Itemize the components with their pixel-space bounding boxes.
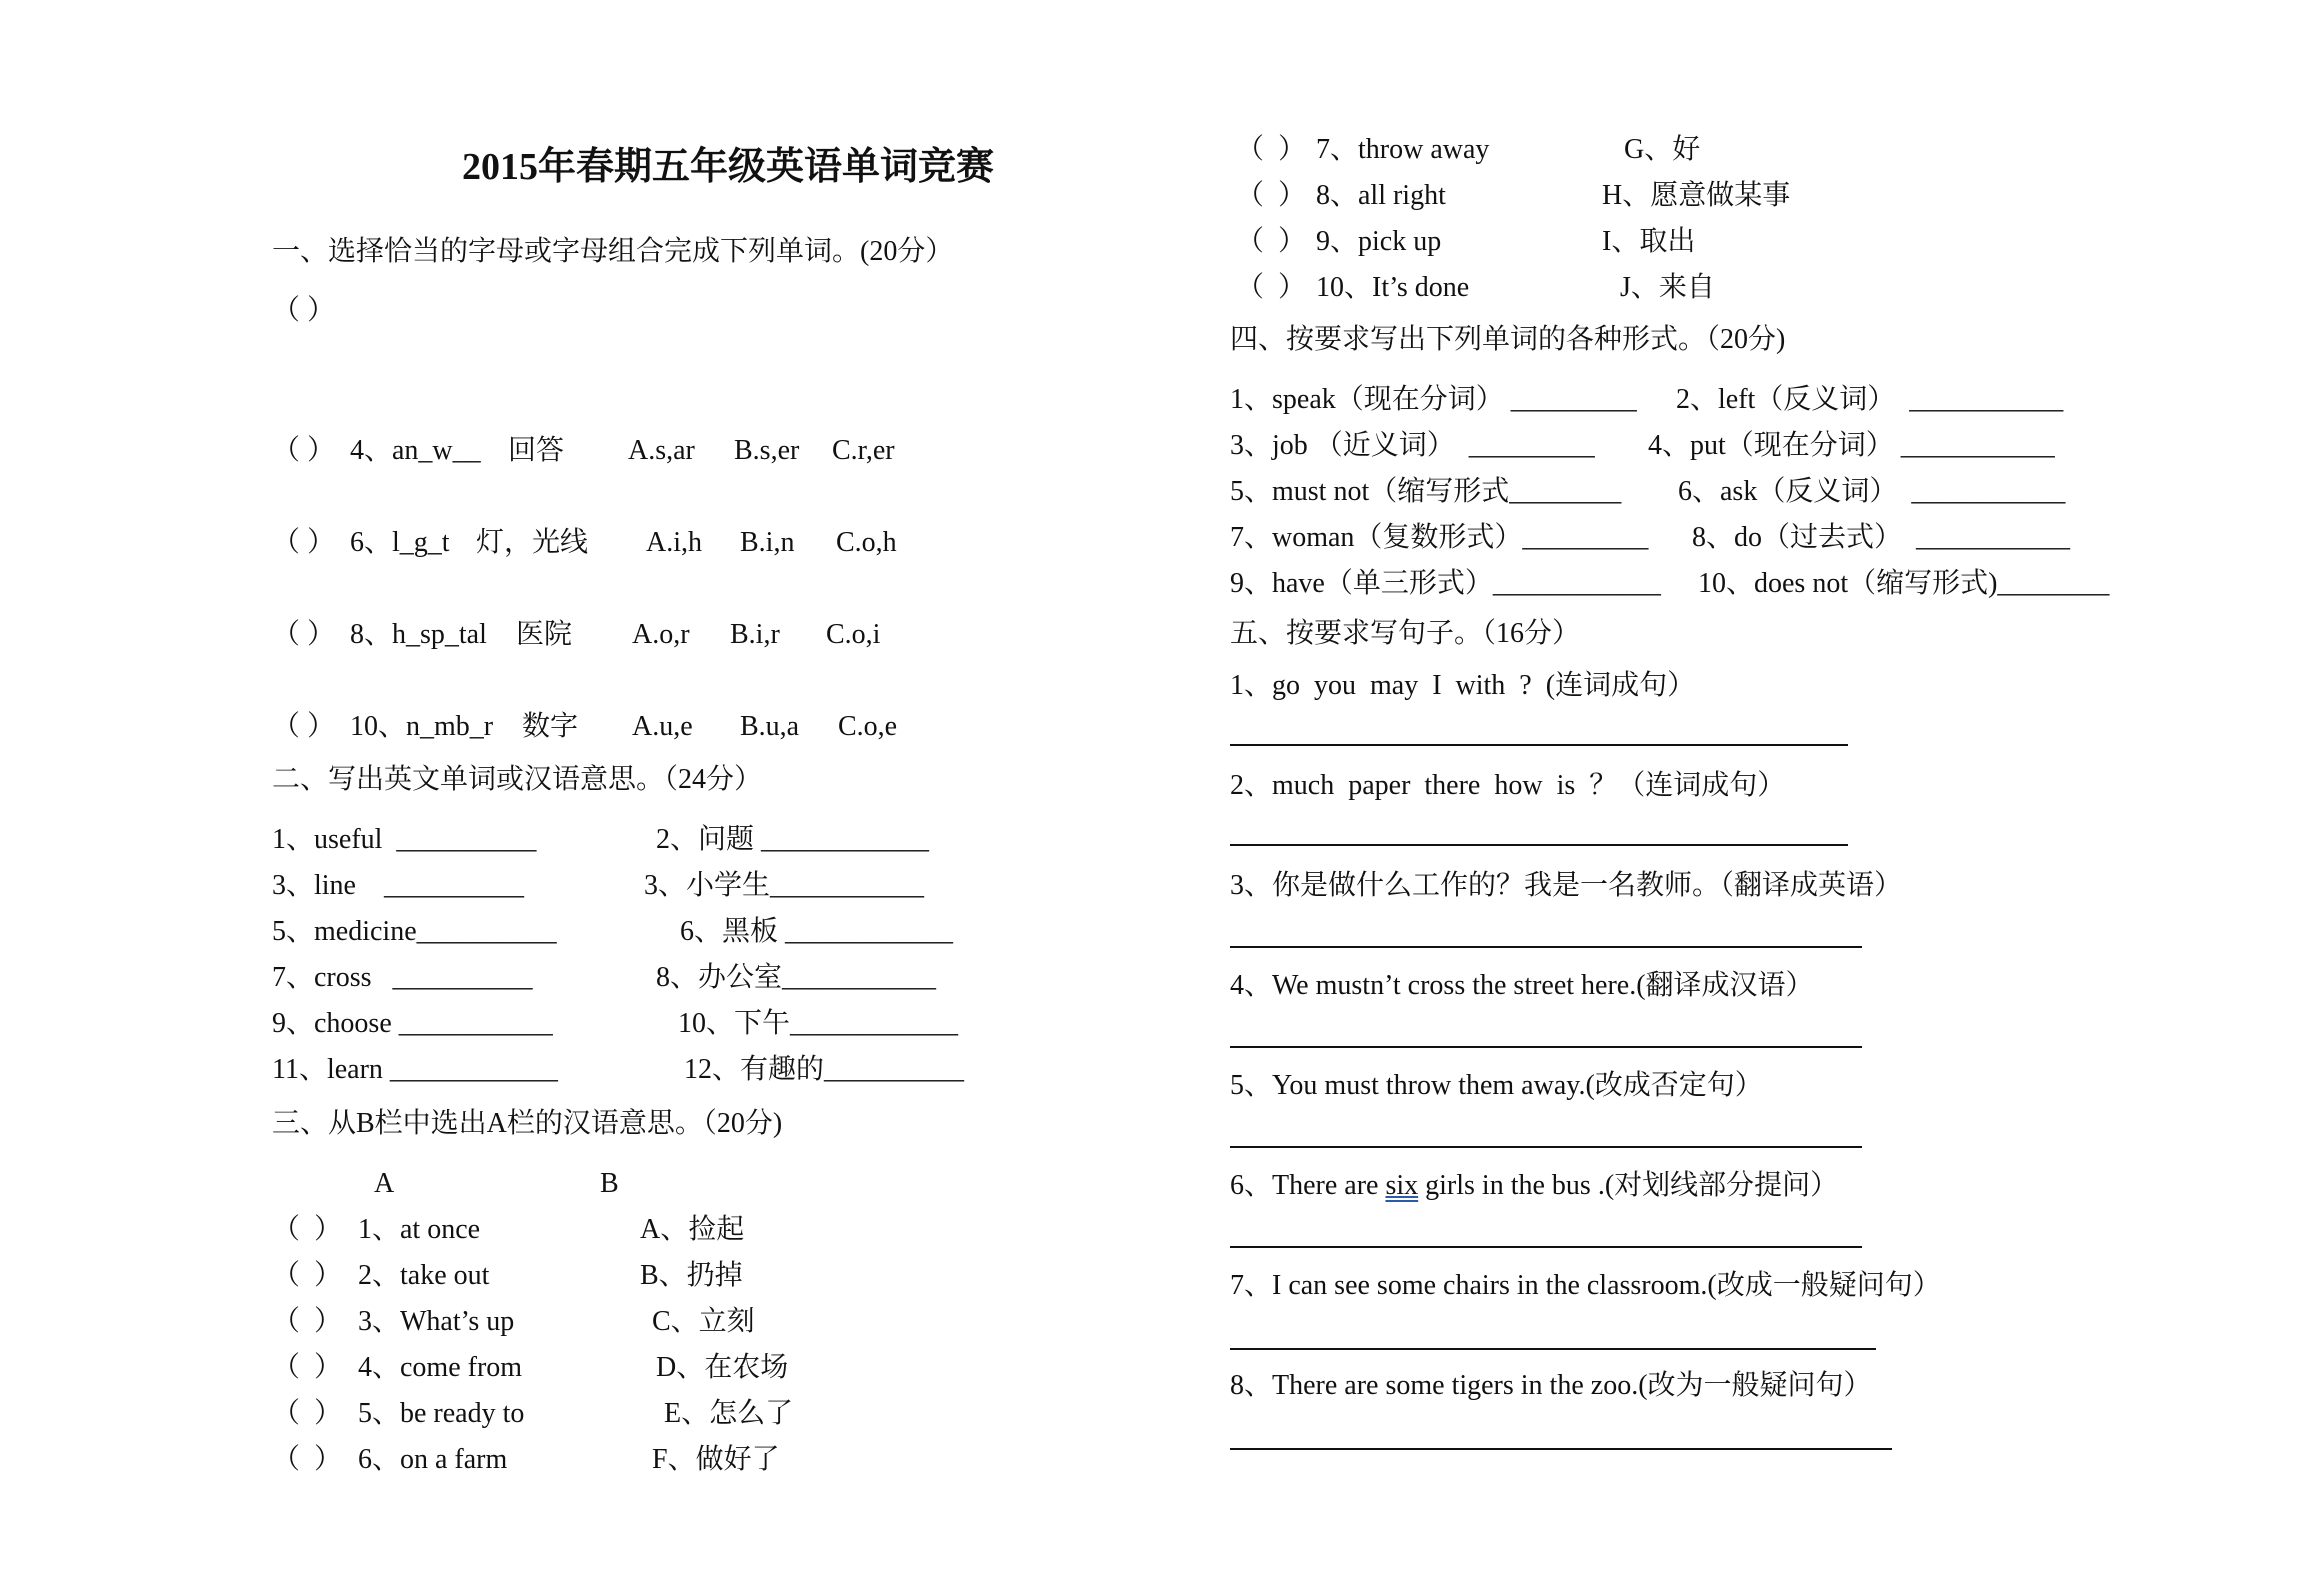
- question-word: 6、l_g_t: [350, 527, 450, 558]
- option-a: A.i,h: [646, 527, 702, 558]
- answer-paren[interactable]: （ ）: [272, 1214, 343, 1245]
- match-meaning: I、取出: [1602, 226, 1696, 257]
- question-meaning: 回答: [508, 435, 565, 466]
- option-b: B.i,r: [730, 619, 780, 650]
- option-a: A.u,e: [632, 711, 693, 742]
- option-b: B.i,n: [740, 527, 795, 558]
- match-phrase: 10、It’s done: [1316, 272, 1470, 303]
- match-phrase: 9、pick up: [1316, 226, 1442, 257]
- sentence-prompt: [1230, 772, 1785, 800]
- sentence-text: 4、We mustn’t cross the street here.(翻译成汉语）: [1230, 970, 1814, 1001]
- vocab-left[interactable]: 5、medicine__________: [272, 916, 557, 947]
- sentence-prompt: [1230, 1172, 1838, 1200]
- option-a: A.o,r: [632, 619, 690, 650]
- match-phrase: 8、all right: [1316, 180, 1446, 211]
- answer-paren[interactable]: （ ）: [272, 711, 336, 742]
- answer-line[interactable]: [1230, 744, 1848, 746]
- page-title: 2015年春期五年级英语单词竞赛: [462, 146, 995, 188]
- question-word: 4、an_w__: [350, 435, 481, 466]
- match-phrase: 2、take out: [358, 1260, 490, 1291]
- match-meaning: D、在农场: [656, 1352, 789, 1383]
- option-c: C.o,e: [838, 711, 898, 742]
- answer-line[interactable]: [1230, 844, 1848, 846]
- answer-line[interactable]: [1230, 1146, 1862, 1148]
- vocab-right[interactable]: 10、下午____________: [678, 1008, 959, 1039]
- option-c: C.o,h: [836, 527, 897, 558]
- answer-paren[interactable]: （ ）: [272, 435, 336, 466]
- answer-paren[interactable]: （ ）: [1236, 226, 1307, 257]
- match-meaning: J、来自: [1620, 272, 1715, 303]
- section1-first-paren: （ ）: [272, 295, 336, 326]
- answer-line[interactable]: [1230, 1348, 1876, 1350]
- answer-paren[interactable]: （ ）: [1236, 180, 1307, 211]
- answer-line[interactable]: [1230, 1246, 1862, 1248]
- match-meaning: H、愿意做某事: [1602, 180, 1791, 211]
- answer-paren[interactable]: （ ）: [272, 1398, 343, 1429]
- answer-paren[interactable]: （ ）: [1236, 134, 1307, 165]
- vocab-right[interactable]: 12、有趣的__________: [684, 1054, 965, 1085]
- sentence-prompt: [1230, 1372, 1872, 1400]
- match-phrase: 1、at once: [358, 1214, 481, 1245]
- section4-heading: 四、按要求写出下列单词的各种形式。（20分): [1230, 324, 1786, 355]
- form-left[interactable]: 5、must not（缩写形式________: [1230, 476, 1622, 507]
- answer-paren[interactable]: （ ）: [272, 1260, 343, 1291]
- vocab-right[interactable]: 8、办公室___________: [656, 962, 937, 993]
- vocab-left[interactable]: 11、learn ____________: [272, 1054, 558, 1085]
- question-word: 10、n_mb_r: [350, 711, 494, 742]
- question-word: 8、h_sp_tal: [350, 619, 487, 650]
- form-left[interactable]: 1、speak（现在分词） _________: [1230, 384, 1637, 415]
- form-right[interactable]: 4、put（现在分词） ___________: [1648, 430, 2055, 461]
- answer-paren[interactable]: （ ）: [272, 1352, 343, 1383]
- match-phrase: 3、What’s up: [358, 1306, 515, 1337]
- form-left[interactable]: 9、have（单三形式）____________: [1230, 568, 1661, 599]
- option-b: B.u,a: [740, 711, 800, 742]
- answer-paren[interactable]: （ ）: [272, 619, 336, 650]
- form-left[interactable]: 7、woman（复数形式）_________: [1230, 522, 1649, 553]
- answer-paren[interactable]: （ ）: [272, 1444, 343, 1475]
- option-b: B.s,er: [734, 435, 800, 466]
- vocab-right[interactable]: 6、黑板 ____________: [680, 916, 954, 947]
- option-c: C.r,er: [832, 435, 895, 466]
- sentence-text: 2、much paper there how is ？（连词成句）: [1230, 770, 1786, 801]
- vocab-left[interactable]: 9、choose ___________: [272, 1008, 553, 1039]
- match-phrase: 6、on a farm: [358, 1444, 508, 1475]
- match-meaning: A、捡起: [640, 1214, 745, 1245]
- sentence-text: 6、There are: [1230, 1170, 1386, 1201]
- vocab-right[interactable]: 3、小学生___________: [644, 870, 925, 901]
- sentence-prompt: [1230, 972, 1814, 1000]
- question-meaning: 数字: [522, 711, 579, 742]
- answer-paren[interactable]: （ ）: [272, 1306, 343, 1337]
- sentence-text: 3、你是做什么工作的？我是一名教师。（翻译成英语）: [1230, 870, 1903, 901]
- answer-line[interactable]: [1230, 1046, 1862, 1048]
- vocab-left[interactable]: 7、cross __________: [272, 962, 533, 993]
- option-c: C.o,i: [826, 619, 881, 650]
- sentence-text: 5、You must throw them away.(改成否定句）: [1230, 1070, 1763, 1101]
- vocab-left[interactable]: 1、useful __________: [272, 824, 537, 855]
- answer-line[interactable]: [1230, 1448, 1892, 1450]
- match-phrase: 4、come from: [358, 1352, 523, 1383]
- column-b-label: B: [600, 1168, 619, 1199]
- match-phrase: 7、throw away: [1316, 134, 1490, 165]
- answer-paren[interactable]: （ ）: [1236, 272, 1307, 303]
- section5-heading: 五、按要求写句子。（16分）: [1230, 618, 1581, 649]
- section2-heading: 二、写出英文单词或汉语意思。（24分）: [272, 764, 763, 795]
- sentence-prompt: [1230, 672, 1695, 700]
- sentence-text: 7、I can see some chairs in the classroom.(改成一般疑问句）: [1230, 1270, 1941, 1301]
- form-left[interactable]: 3、job （近义词） _________: [1230, 430, 1595, 461]
- match-meaning: E、怎么了: [664, 1398, 794, 1429]
- form-right[interactable]: 10、does not（缩写形式)________: [1698, 568, 2110, 599]
- form-right[interactable]: 6、ask（反义词） ___________: [1678, 476, 2066, 507]
- sentence-prompt: [1230, 872, 1902, 900]
- question-meaning: 灯，光线: [476, 527, 589, 558]
- match-meaning: G、好: [1624, 134, 1701, 165]
- match-phrase: 5、be ready to: [358, 1398, 525, 1429]
- sentence-text: girls in the bus .(对划线部分提问）: [1418, 1170, 1839, 1201]
- match-meaning: B、扔掉: [640, 1260, 743, 1291]
- match-meaning: F、做好了: [652, 1444, 780, 1475]
- question-meaning: 医院: [516, 619, 573, 650]
- match-meaning: C、立刻: [652, 1306, 755, 1337]
- sentence-prompt: [1230, 1272, 1941, 1300]
- section1-heading: 一、选择恰当的字母或字母组合完成下列单词。(20分）: [272, 236, 954, 267]
- vocab-right[interactable]: 2、问题 ____________: [656, 824, 930, 855]
- answer-paren[interactable]: （ ）: [272, 527, 336, 558]
- column-a-label: A: [374, 1168, 395, 1199]
- sentence-text: 8、There are some tigers in the zoo.(改为一般疑问句）: [1230, 1370, 1872, 1401]
- option-a: A.s,ar: [628, 435, 695, 466]
- form-right[interactable]: 8、do（过去式） ___________: [1692, 522, 2071, 553]
- vocab-left[interactable]: 3、line __________: [272, 870, 524, 901]
- underlined-word: six: [1385, 1170, 1419, 1201]
- answer-line[interactable]: [1230, 946, 1862, 948]
- form-right[interactable]: 2、left（反义词） ___________: [1676, 384, 2064, 415]
- sentence-text: 1、go you may I with ? (连词成句）: [1230, 670, 1696, 701]
- sentence-prompt: [1230, 1072, 1763, 1100]
- section3-heading: 三、从B栏中选出A栏的汉语意思。（20分): [272, 1108, 783, 1139]
